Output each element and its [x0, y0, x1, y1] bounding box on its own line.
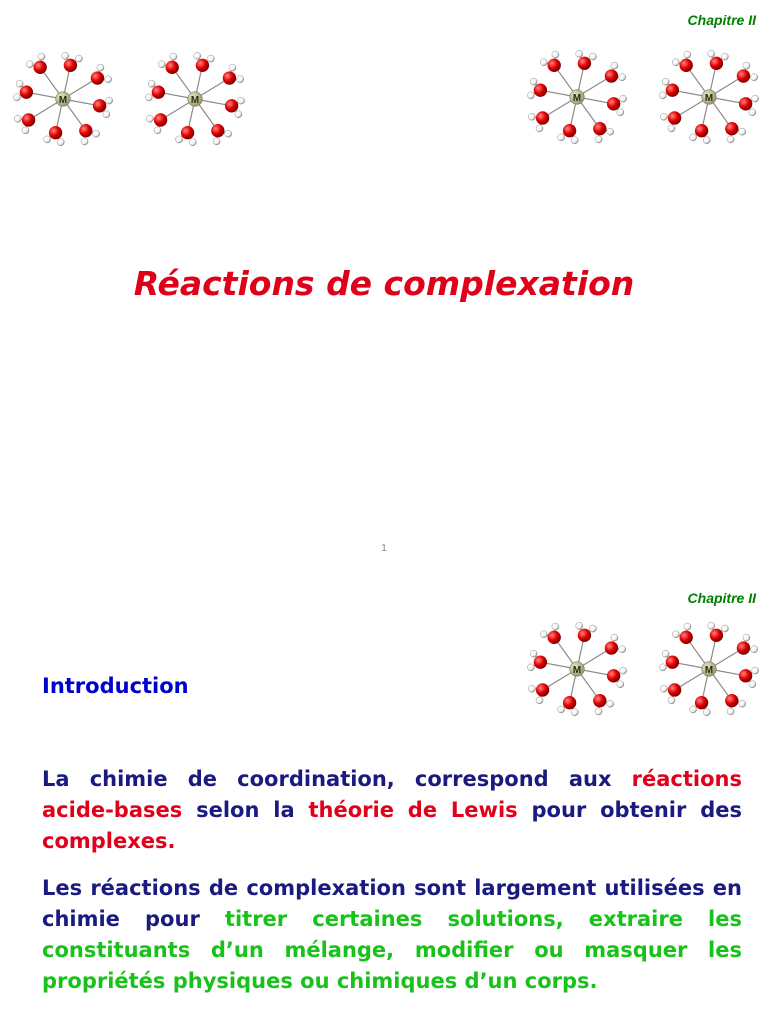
paragraph-coordination	[42, 764, 742, 857]
text-span: Les réactions de complexation sont largement utilisées en chimie pour	[42, 876, 742, 931]
slide-2	[0, 570, 768, 1024]
svg-text:M: M	[572, 664, 582, 676]
text-span: La chimie de coordination, correspond aux	[42, 767, 632, 791]
text-span: titrer certaines solutions, extraire les constituants d’un mélange, modifier ou masquer les propriétés physiques ou chimiques d’un corps.	[42, 907, 743, 993]
svg-text:M: M	[704, 664, 714, 676]
paragraph-applications	[42, 873, 742, 997]
metal-aqua-complex-icon	[518, 610, 636, 728]
text-span: selon la	[182, 798, 309, 822]
metal-aqua-complex-icon	[518, 38, 636, 156]
svg-text:M: M	[58, 94, 68, 106]
metal-aqua-complex-icon	[4, 40, 122, 158]
chapter-label: Chapitre II	[687, 12, 756, 28]
text-span: pour obtenir des	[517, 798, 742, 822]
svg-text:M: M	[190, 94, 200, 106]
page-number: 1	[381, 543, 387, 554]
metal-aqua-complex-icon	[650, 38, 768, 156]
text-span: complexes.	[42, 829, 176, 853]
chapter-label: Chapitre II	[687, 590, 756, 606]
text-span: réactions acide-bases	[42, 767, 742, 822]
slide-title: Réactions de complexation	[133, 264, 635, 303]
metal-aqua-complex-icon	[136, 40, 254, 158]
text-span: théorie de Lewis	[308, 798, 518, 822]
section-heading: Introduction	[42, 674, 189, 698]
svg-text:M: M	[704, 92, 714, 104]
svg-text:M: M	[572, 92, 582, 104]
metal-aqua-complex-icon	[650, 610, 768, 728]
